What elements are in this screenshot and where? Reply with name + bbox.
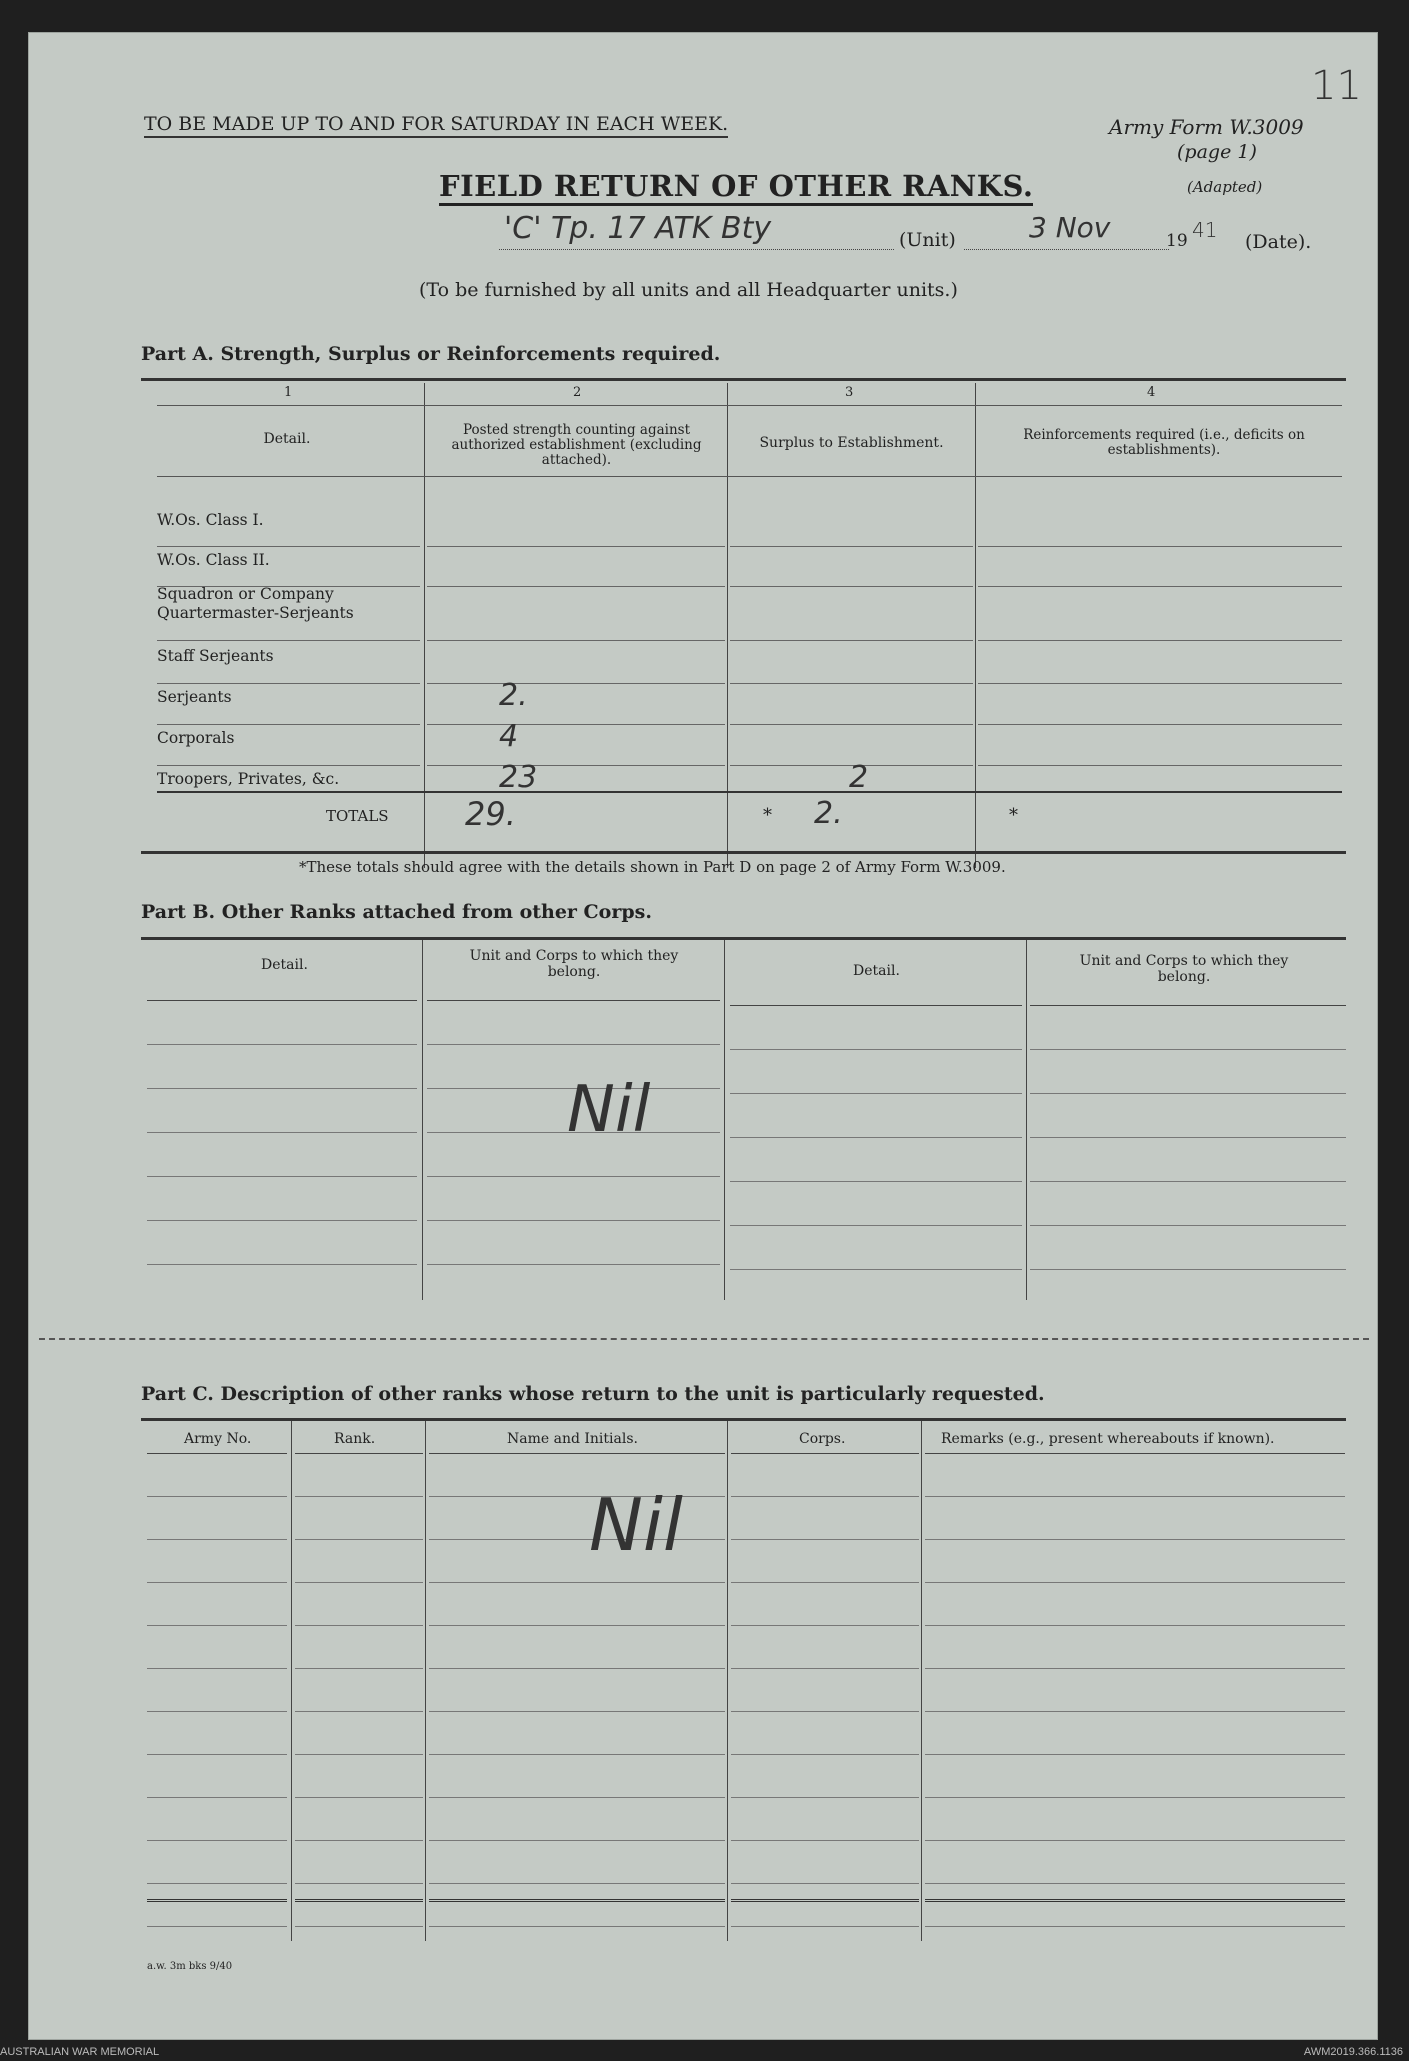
part-c-total-rule <box>429 1899 725 1902</box>
part-a-top-rule <box>141 378 1346 381</box>
part-b-row-rule <box>1030 1049 1346 1050</box>
part-c-row-rule <box>925 1582 1345 1583</box>
part-a-row-rule <box>978 640 1342 641</box>
part-c-row-rule <box>731 1840 919 1841</box>
part-c-row-rule <box>925 1625 1345 1626</box>
part-a-row-rule <box>730 586 973 587</box>
part-c-row-rule <box>429 1625 725 1626</box>
part-a-header-detail: Detail. <box>263 431 311 447</box>
part-b-header-rule <box>427 1000 720 1001</box>
part-c-row-rule <box>147 1625 287 1626</box>
unit-handwritten: 'C' Tp. 17 ATK Bty <box>504 211 772 246</box>
part-a-title: Part A. Strength, Surplus or Reinforcements required. <box>141 343 721 365</box>
part-a-row-rule <box>730 640 973 641</box>
part-c-row-rule <box>731 1668 919 1669</box>
part-a-row-rule <box>978 586 1342 587</box>
totals-label: TOTALS <box>326 807 389 825</box>
part-a-row-rule <box>978 683 1342 684</box>
part-b-header-detail-1: Detail. <box>261 957 308 973</box>
part-a-row-posted: 23 <box>499 760 538 795</box>
part-c-row-rule <box>147 1496 287 1497</box>
part-c-nil: Nil <box>589 1483 683 1567</box>
col-number-1: 1 <box>284 385 293 400</box>
part-a-row-rule <box>730 683 973 684</box>
part-a-row-rule <box>730 724 973 725</box>
part-c-row-rule <box>147 1840 287 1841</box>
part-c-row-rule <box>731 1797 919 1798</box>
part-c-row-rule <box>429 1582 725 1583</box>
part-c-row-rule <box>731 1625 919 1626</box>
part-b-top-rule <box>141 937 1346 940</box>
part-c-row-rule <box>295 1883 423 1884</box>
part-b-row-rule <box>147 1044 417 1045</box>
col-number-2: 2 <box>573 385 582 400</box>
adapted-note: (Adapted) <box>1187 178 1263 196</box>
part-c-row-rule <box>429 1754 725 1755</box>
part-c-header-rank: Rank. <box>334 1431 376 1447</box>
part-c-row-rule <box>429 1711 725 1712</box>
part-c-row-rule <box>731 1539 919 1540</box>
part-c-row-rule <box>925 1754 1345 1755</box>
part-a-row-rule <box>157 724 420 725</box>
part-b-row-rule <box>147 1132 417 1133</box>
part-c-row-rule <box>429 1926 725 1927</box>
part-c-row-rule <box>295 1496 423 1497</box>
part-a-header-surplus: Surplus to Establishment. <box>759 435 944 451</box>
part-c-total-rule <box>147 1899 287 1902</box>
part-b-row-rule <box>147 1220 417 1221</box>
part-c-header-rule <box>925 1453 1345 1454</box>
part-c-row-rule <box>295 1754 423 1755</box>
part-c-row-rule <box>147 1754 287 1755</box>
part-c-row-rule <box>925 1883 1345 1884</box>
part-c-row-rule <box>731 1496 919 1497</box>
part-c-row-rule <box>147 1883 287 1884</box>
totals-reinf-mark: * <box>1009 805 1018 826</box>
part-b-row-rule <box>147 1264 417 1265</box>
part-c-row-rule <box>295 1840 423 1841</box>
part-b-row-rule <box>1030 1137 1346 1138</box>
part-b-header-unit-2: Unit and Corps to which they belong. <box>1079 953 1289 985</box>
part-a-row-rule <box>427 586 725 587</box>
part-c-header-rule <box>731 1453 919 1454</box>
part-c-row-rule <box>147 1539 287 1540</box>
part-a-row-rule <box>427 683 725 684</box>
part-c-row-rule <box>429 1883 725 1884</box>
part-a-row-rule <box>157 640 420 641</box>
part-c-row-rule <box>147 1926 287 1927</box>
totals-footnote: *These totals should agree with the details shown in Part D on page 2 of Army Form W.3009. <box>299 858 1006 876</box>
part-a-row-rule <box>157 546 420 547</box>
part-b-row-rule <box>147 1176 417 1177</box>
part-a-row-posted: 4 <box>499 719 519 754</box>
part-b-row-rule <box>730 1225 1022 1226</box>
part-b-row-rule <box>730 1049 1022 1050</box>
part-c-row-rule <box>925 1668 1345 1669</box>
part-a-row-detail: Staff Serjeants <box>157 647 274 665</box>
part-c-row-rule <box>295 1625 423 1626</box>
year-prefix: 19 <box>1166 231 1188 251</box>
part-b-nil: Nil <box>567 1073 651 1147</box>
part-c-row-rule <box>295 1926 423 1927</box>
part-c-row-rule <box>295 1711 423 1712</box>
part-a-bottom-rule <box>141 851 1346 854</box>
part-c-title: Part C. Description of other ranks whose return to the unit is particularly requested. <box>141 1383 1045 1405</box>
part-b-row-rule <box>1030 1269 1346 1270</box>
part-b-row-rule <box>730 1137 1022 1138</box>
date-label: (Date). <box>1245 231 1312 253</box>
part-c-row-rule <box>295 1582 423 1583</box>
footer-left: AUSTRALIAN WAR MEMORIAL <box>0 2046 160 2058</box>
part-c-row-rule <box>429 1840 725 1841</box>
form-title: FIELD RETURN OF OTHER RANKS. <box>439 169 1033 206</box>
part-b-header-rule <box>147 1000 417 1001</box>
part-c-row-rule <box>925 1539 1345 1540</box>
part-a-row-rule <box>427 765 725 766</box>
page-number: (page 1) <box>1177 141 1257 163</box>
totals-surplus: 2. <box>814 796 843 831</box>
col-number-3: 3 <box>845 385 854 400</box>
part-b-header-detail-2: Detail. <box>853 963 900 979</box>
part-a-row-detail: W.Os. Class I. <box>157 511 264 529</box>
part-b-row-rule <box>147 1088 417 1089</box>
date-handwritten: 3 Nov <box>1029 211 1111 244</box>
part-c-header-name: Name and Initials. <box>507 1431 638 1447</box>
part-a-row-rule <box>978 546 1342 547</box>
part-a-row-detail: Troopers, Privates, &c. <box>157 770 340 788</box>
part-a-row-rule <box>978 724 1342 725</box>
part-a-row-detail: Serjeants <box>157 688 232 706</box>
part-a-row-posted: 2. <box>499 678 528 713</box>
part-a-header-posted: Posted strength counting against authorized establishment (excluding attached). <box>451 422 702 468</box>
part-b-header-rule <box>1030 1005 1346 1006</box>
part-a-row-rule <box>427 724 725 725</box>
part-b-row-rule <box>1030 1093 1346 1094</box>
part-b-row-rule <box>427 1176 720 1177</box>
part-a-row-rule <box>427 640 725 641</box>
part-c-row-rule <box>295 1797 423 1798</box>
form-sheet <box>28 32 1378 2040</box>
part-b-row-rule <box>427 1044 720 1045</box>
part-c-row-rule <box>731 1883 919 1884</box>
part-b-row-rule <box>1030 1225 1346 1226</box>
part-b-header-unit-1: Unit and Corps to which they belong. <box>469 948 679 980</box>
part-c-row-rule <box>429 1797 725 1798</box>
part-a-row-rule <box>157 765 420 766</box>
year-handwritten: 41 <box>1192 218 1218 242</box>
part-c-header-corps: Corps. <box>799 1431 846 1447</box>
part-a-row-rule <box>978 765 1342 766</box>
part-c-row-rule <box>295 1668 423 1669</box>
army-form-number: Army Form W.3009 <box>1109 115 1304 139</box>
footer-right: AWM2019.366.1136 <box>1303 2046 1403 2058</box>
corner-mark: 11 <box>1311 63 1362 109</box>
perforation-line <box>39 1338 1369 1340</box>
part-a-row-surplus: 2 <box>849 760 869 795</box>
part-c-row-rule <box>925 1797 1345 1798</box>
part-c-header-rule <box>295 1453 423 1454</box>
part-b-row-rule <box>427 1220 720 1221</box>
totals-posted: 29. <box>465 795 516 833</box>
weekly-instruction: TO BE MADE UP TO AND FOR SATURDAY IN EACH WEEK. <box>144 113 728 138</box>
part-c-row-rule <box>147 1711 287 1712</box>
part-c-row-rule <box>295 1539 423 1540</box>
part-c-header-rule <box>429 1453 725 1454</box>
part-b-row-rule <box>730 1269 1022 1270</box>
part-c-row-rule <box>731 1754 919 1755</box>
part-b-row-rule <box>730 1093 1022 1094</box>
part-c-header-army-no: Army No. <box>184 1431 252 1447</box>
part-a-row-detail: W.Os. Class II. <box>157 551 270 569</box>
part-a-row-rule <box>157 683 420 684</box>
part-b-header-rule <box>730 1005 1022 1006</box>
part-c-row-rule <box>731 1582 919 1583</box>
part-c-header-remarks: Remarks (e.g., present whereabouts if known). <box>941 1431 1275 1447</box>
part-c-top-rule <box>141 1418 1346 1421</box>
part-c-row-rule <box>925 1840 1345 1841</box>
part-c-row-rule <box>925 1496 1345 1497</box>
part-c-row-rule <box>429 1668 725 1669</box>
part-c-row-rule <box>731 1711 919 1712</box>
part-c-header-rule <box>147 1453 287 1454</box>
part-c-row-rule <box>147 1797 287 1798</box>
totals-surplus-mark: * <box>763 805 772 826</box>
part-b-row-rule <box>427 1264 720 1265</box>
part-c-total-rule <box>295 1899 423 1902</box>
part-c-row-rule <box>925 1711 1345 1712</box>
part-c-total-rule <box>731 1899 919 1902</box>
part-b-row-rule <box>1030 1181 1346 1182</box>
part-c-row-rule <box>925 1926 1345 1927</box>
part-a-row-rule <box>730 546 973 547</box>
part-a-header-reinf: Reinforcements required (i.e., deficits on establishments). <box>1023 427 1305 458</box>
part-c-row-rule <box>147 1582 287 1583</box>
furnish-note: (To be furnished by all units and all Headquarter units.) <box>419 279 958 301</box>
col-number-4: 4 <box>1147 385 1156 400</box>
part-b-title: Part B. Other Ranks attached from other Corps. <box>141 901 652 923</box>
part-a-row-detail: Squadron or Company Quartermaster-Serjeants <box>157 585 354 622</box>
print-code: a.w. 3m bks 9/40 <box>147 1961 233 1972</box>
date-dotted-line <box>964 249 1169 250</box>
part-a-row-detail: Corporals <box>157 729 235 747</box>
unit-label: (Unit) <box>899 229 956 251</box>
part-a-row-rule <box>427 546 725 547</box>
part-b-row-rule <box>730 1181 1022 1182</box>
part-c-total-rule <box>925 1899 1345 1902</box>
part-c-row-rule <box>731 1926 919 1927</box>
part-c-row-rule <box>147 1668 287 1669</box>
unit-dotted-line <box>499 249 894 250</box>
